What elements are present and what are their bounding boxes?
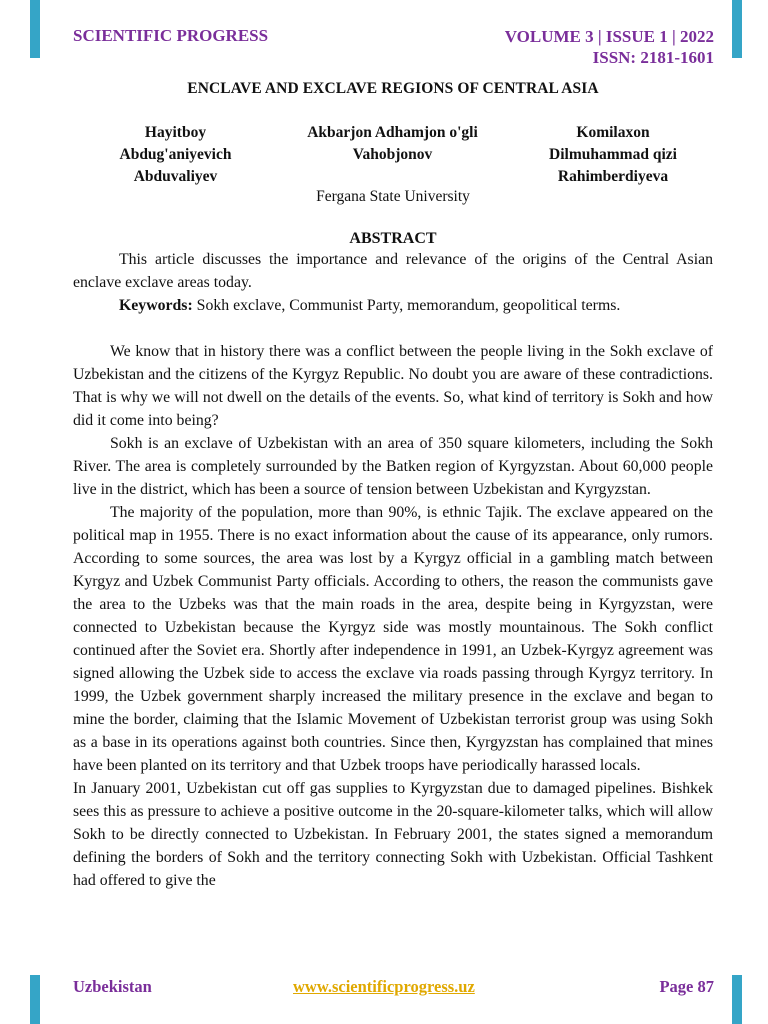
issn: ISSN: 2181-1601 [592,48,714,67]
journal-issue-info [505,26,714,68]
abstract-heading: ABSTRACT [349,230,437,247]
body-paragraph-1: We know that in history there was a conflict between the people living in the Sokh exclave of Uzbekistan and the citizens of the Kyrgyz Republic. No doubt you are aware of these contradictions. That is why we will not dwell on the details of the events. So, what kind of territory is Sokh and how did it come into being? [73,343,713,429]
top-right-bar [732,0,742,58]
top-left-bar [30,0,40,58]
body-paragraph-4: In January 2001, Uzbekistan cut off gas supplies to Kyrgyzstan due to damaged pipelines. Bishkek sees this as pressure to achieve a positive outcome in the 20-square-kilometer talks, which will allow Sokh to be directly connected to Uzbekistan. In February 2001, the states signed a memorandum defining the borders of Sokh and the territory connecting Sokh with Uzbekistan. Official Tashkent had offered to give the [73,780,713,889]
author-3-line-1: Komilaxon [576,124,650,141]
author-2-line-2: Vahobjonov [352,146,433,163]
journal-name: SCIENTIFIC PROGRESS [73,26,269,45]
body-paragraph-2: Sokh is an exclave of Uzbekistan with an area of 350 square kilometers, including the Sokh River. The area is completely surrounded by the Batken region of Kyrgyzstan. About 60,000 people live in the district, which has been a source of tension between Uzbekistan and Kyrgyzstan. [73,435,713,498]
author-2 [285,122,500,166]
body-paragraph-3: The majority of the population, more than 90%, is ethnic Tajik. The exclave appeared on the political map in 1955. There is no exact information about the cause of its appearance, only rumors. According to some sources, the area was lost by a Kyrgyz official in a gambling match between Kyrgyz and Uzbek Communist Party officials. According to others, the reason the communists gave the area to the Uzbeks was that the main roads in the area, despite being in Kyrgyzstan, were connected to Uzbekistan because the Kyrgyz side was mostly mountainous. The Sokh conflict continued after the Soviet era. Shortly after independence in 1991, an Uzbek-Kyrgyz agreement was signed allowing the Uzbek side to access the exclave via roads passing through Kyrgyz territory. In 1999, the Uzbek government sharply increased the military presence in the exclave and began to mine the border, claiming that the Islamic Movement of Uzbekistan terrorist group was using Sokh as a base in its operations against both countries. Since then, Kyrgyzstan has complained that mines have been planted on its territory and that Uzbek troops have periodically harassed locals. [73,504,713,774]
volume-issue: VOLUME 3 | ISSUE 1 | 2022 [504,27,714,46]
article-title: ENCLAVE AND EXCLAVE REGIONS OF CENTRAL ASIA [187,80,599,97]
footer-website-link[interactable]: www.scientificprogress.uz [293,977,475,996]
abstract-text: This article discusses the importance and relevance of the origins of the Central Asian enclave exclave areas today. [73,251,713,291]
author-1-line-3: Abduvaliyev [133,168,218,185]
keywords-line [73,294,713,317]
page-number: Page 87 [659,977,714,996]
keywords-text: Sokh exclave, Communist Party, memorandum, geopolitical terms. [192,297,621,314]
author-list [73,122,713,188]
affiliation: Fergana State University [316,188,470,205]
keywords-label: Keywords: [119,297,193,314]
author-3 [513,122,713,188]
author-3-line-2: Dilmuhammad qizi [549,146,677,163]
author-3-line-3: Rahimberdiyeva [557,168,669,185]
bottom-left-bar [30,975,40,1024]
author-2-line-1: Akbarjon Adhamjon o'gli [307,124,478,141]
author-1 [73,122,278,188]
author-1-line-2: Abdug'aniyevich [119,146,232,163]
footer-country: Uzbekistan [73,977,152,996]
bottom-right-bar [732,975,742,1024]
article-content [73,80,713,892]
author-1-line-1: Hayitboy [144,124,207,141]
